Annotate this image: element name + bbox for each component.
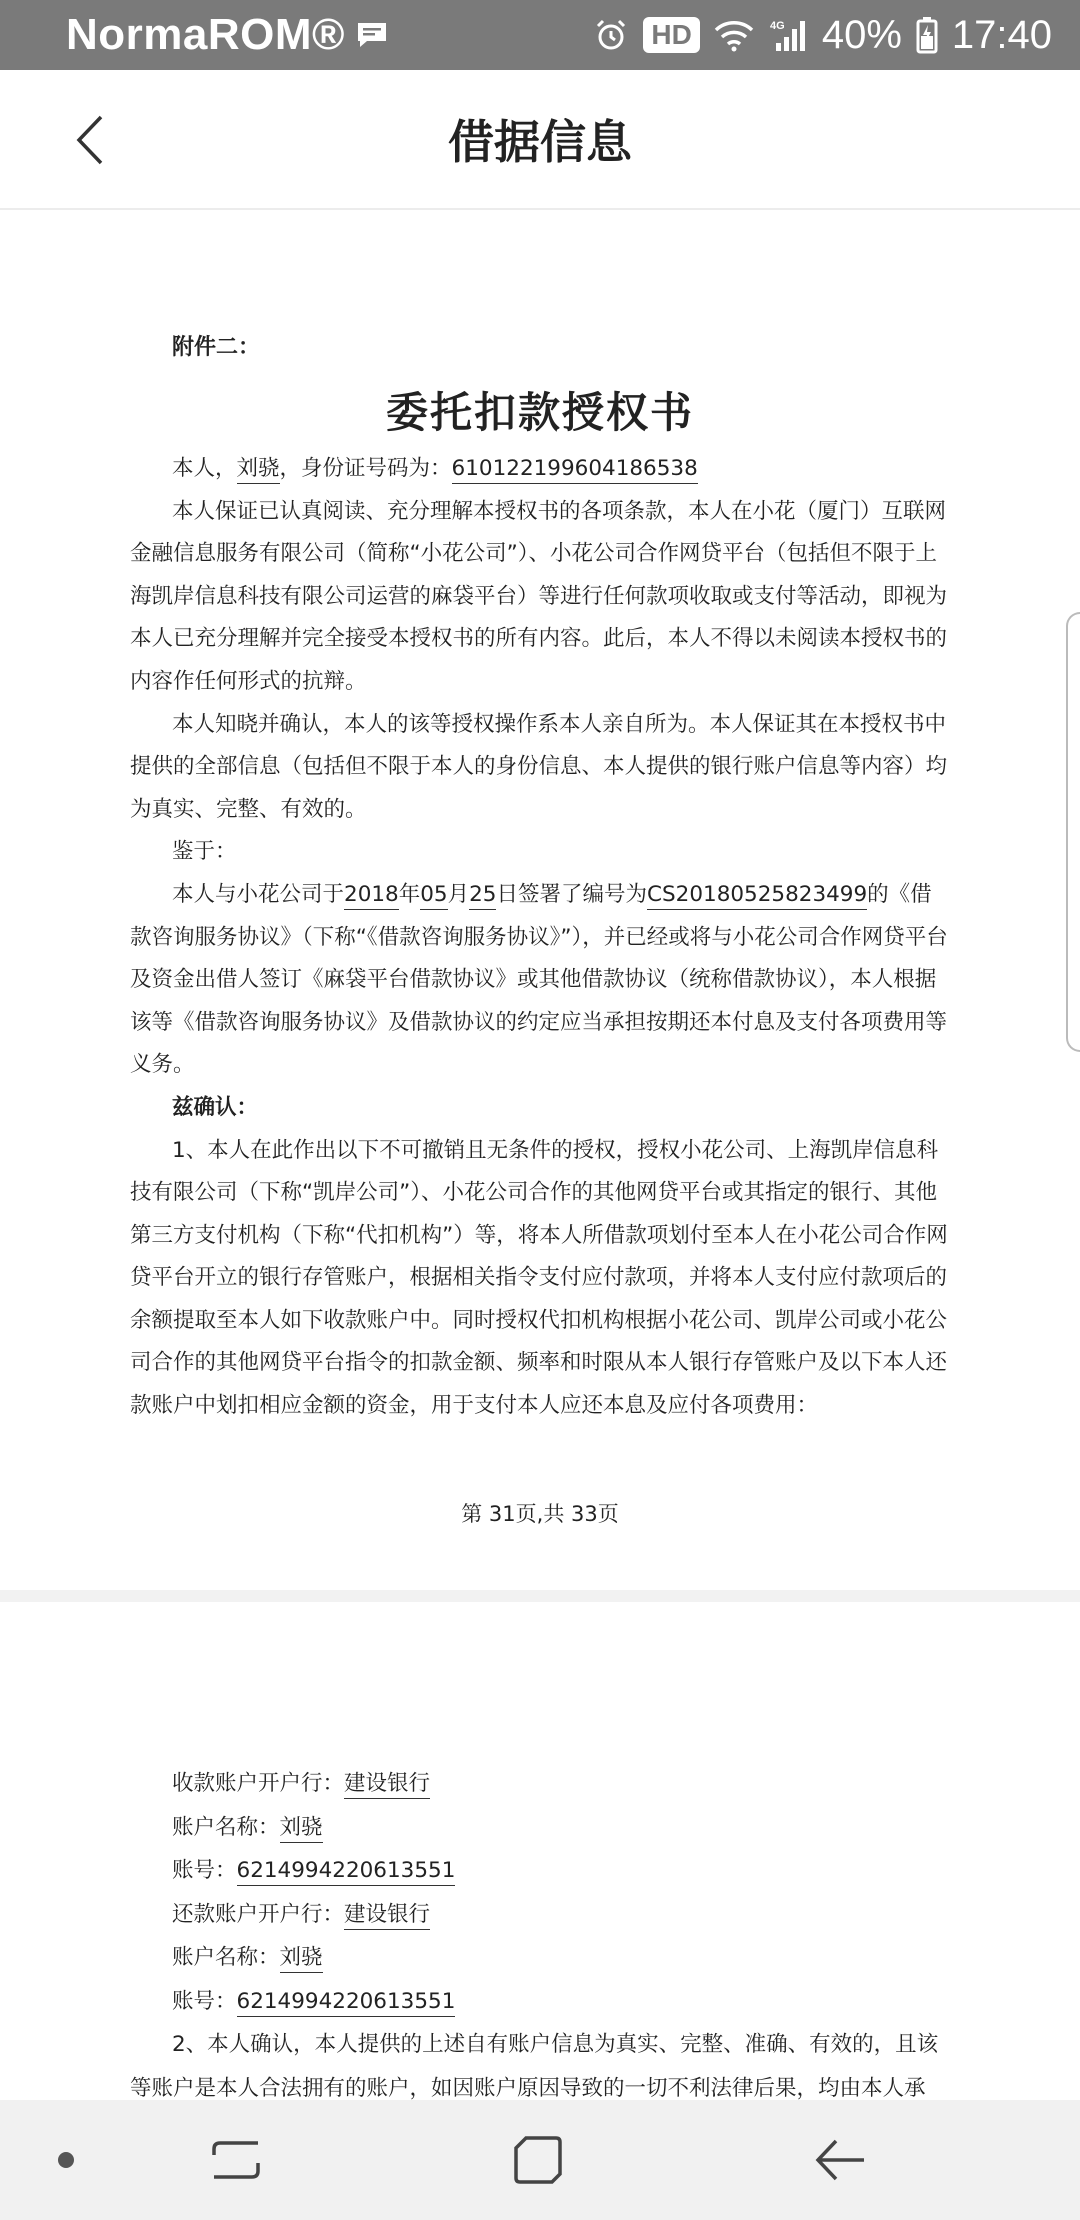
document-viewer[interactable] [0, 212, 1080, 2100]
home-icon [512, 2134, 564, 2186]
back-button[interactable] [60, 110, 120, 170]
id-number: 610122199604186538 [452, 456, 698, 484]
intro-line: 本人，刘骁，身份证号码为：610122199604186538 [130, 448, 950, 491]
recv-name: 刘骁 [280, 1815, 323, 1843]
paragraph-5: 2、本人确认，本人提供的上述自有账户信息为真实、完整、准确、有效的，且该等账户是本人合法拥有的账户，如因账户原因导致的一切不利法律后果，均由本人承 [130, 2032, 939, 2101]
wifi-icon [714, 18, 754, 52]
document-title: 委托扣款授权书 [385, 388, 694, 437]
svg-text:4G: 4G [769, 20, 785, 32]
message-icon [355, 20, 389, 50]
document-page-31 [0, 212, 1080, 1590]
whereas-label: 鉴于： [172, 839, 237, 865]
status-bar [0, 0, 1080, 70]
clock: 17:40 [951, 12, 1052, 57]
paragraph-1: 本人保证已认真阅读、充分理解本授权书的各项条款，本人在小花（厦门）互联网金融信息服务有限公司（简称“小花公司”）、小花公司合作网贷平台（包括但不限于上海凯岸信息科技有限公司运营的麻袋平台）等进行任何款项收取或支付等活动，即视为本人已充分理解并完全接受本授权书的所有内容。此后，本人不得以未阅读本授权书的内容作任何形式的抗辩。 [130, 498, 948, 694]
sign-month: 05 [420, 882, 447, 910]
signal-icon [768, 17, 808, 53]
app-header [0, 70, 1080, 210]
recv-name-line: 账户名称：刘骁 [130, 1806, 950, 1850]
repay-bank: 建设银行 [344, 1902, 430, 1930]
alarm-icon [593, 17, 629, 53]
battery-percent: 40% [821, 12, 902, 57]
status-right [593, 13, 1052, 58]
scroll-handle[interactable] [1066, 612, 1080, 1052]
attachment-label: 附件二： [172, 335, 261, 360]
recv-account: 6214994220613551 [237, 1858, 456, 1886]
carrier-label: NormaROM® [66, 10, 345, 59]
account-info [130, 1762, 950, 2154]
recv-bank: 建设银行 [344, 1771, 430, 1799]
recv-account-line: 账号：6214994220613551 [130, 1849, 950, 1893]
status-left [66, 10, 389, 60]
repay-name: 刘骁 [280, 1945, 323, 1973]
recent-apps-button[interactable] [206, 2130, 266, 2190]
sign-year: 2018 [344, 882, 399, 910]
page-separator [0, 1590, 1080, 1602]
arrow-left-icon [814, 2135, 866, 2185]
paragraph-3: 本人与小花公司于2018年05月25日签署了编号为CS20180525823499的《借款咨询服务协议》（下称“《借款咨询服务协议》”），并已经或将与小花公司合作网贷平台及资金出借人签订《麻袋平台借款协议》或其他借款协议（统称借款协议），本人根据该等《借款咨询服务协议》及借款协议的约定应当承担按期还本付息及支付各项费用等义务。 [130, 881, 948, 1078]
paragraph-2: 本人知晓并确认，本人的该等授权操作系本人亲自所为。本人保证其在本授权书中提供的全部信息（包括但不限于本人的身份信息、本人提供的银行账户信息等内容）均为真实、完整、有效的。 [130, 711, 948, 822]
home-button[interactable] [508, 2130, 568, 2190]
recent-apps-icon [210, 2135, 262, 2185]
page-number: 第 31页,共 33页 [461, 1502, 619, 1526]
repay-account: 6214994220613551 [237, 1989, 456, 2017]
chevron-left-icon [75, 114, 105, 166]
repay-name-line: 账户名称：刘骁 [130, 1936, 950, 1980]
nav-dot-icon[interactable] [58, 2152, 74, 2168]
borrower-name: 刘骁 [237, 456, 280, 484]
document-body [130, 448, 950, 1428]
page-title: 借据信息 [448, 115, 632, 169]
repay-bank-line: 还款账户开户行：建设银行 [130, 1893, 950, 1937]
confirm-label: 兹确认： [172, 1094, 259, 1120]
system-back-button[interactable] [810, 2130, 870, 2190]
recv-bank-line: 收款账户开户行：建设银行 [130, 1762, 950, 1806]
repay-account-line: 账号：6214994220613551 [130, 1980, 950, 2024]
paragraph-4: 1、本人在此作出以下不可撤销且无条件的授权，授权小花公司、上海凯岸信息科技有限公司（下称“凯岸公司”）、小花公司合作的其他网贷平台或其指定的银行、其他第三方支付机构（下称“代扣机构”）等，将本人所借款项划付至本人在小花公司合作网贷平台开立的银行存管账户，根据相关指令支付应付款项，并将本人支付应付款项后的余额提取至本人如下收款账户中。同时授权代扣机构根据小花公司、凯岸公司或小花公司合作的其他网贷平台指令的扣款金额、频率和时限从本人银行存管账户及以下本人还款账户中划扣相应金额的资金，用于支付本人应还本息及应付各项费用： [130, 1137, 948, 1419]
battery-icon [916, 16, 938, 54]
sign-day: 25 [469, 882, 496, 910]
contract-number: CS20180525823499 [647, 882, 867, 910]
navigation-bar [0, 2100, 1080, 2220]
hd-badge: HD [643, 17, 699, 53]
